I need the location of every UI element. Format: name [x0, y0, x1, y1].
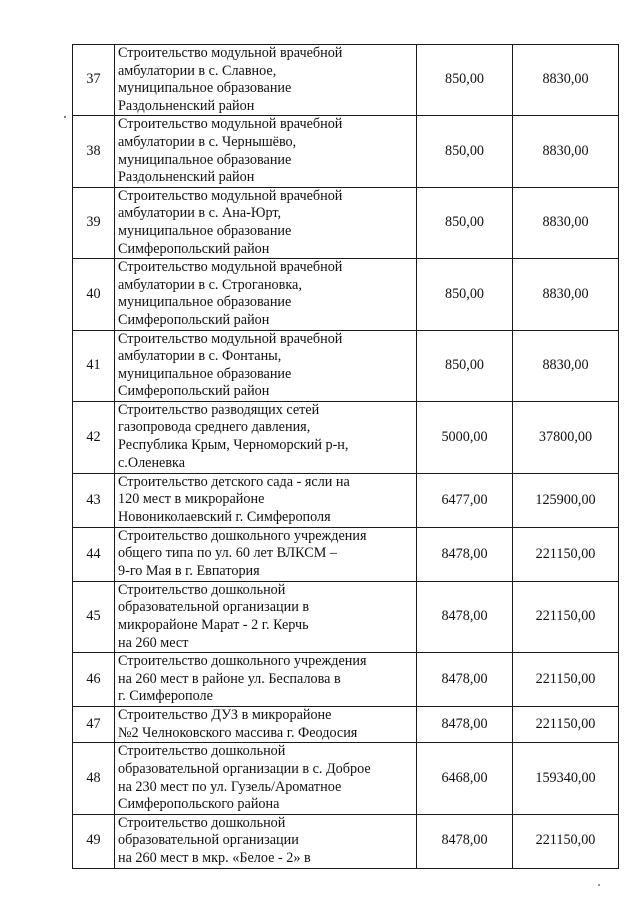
row-value-1: 850,00 [417, 45, 513, 116]
row-value-2: 221150,00 [513, 581, 619, 652]
row-value-2: 37800,00 [513, 401, 619, 473]
table-row [73, 259, 619, 330]
row-value-1: 850,00 [417, 187, 513, 258]
row-value-2: 221150,00 [513, 653, 619, 707]
row-value-2: 125900,00 [513, 473, 619, 527]
row-value-1: 6468,00 [417, 743, 513, 814]
row-value-1: 5000,00 [417, 401, 513, 473]
row-value-1: 8478,00 [417, 581, 513, 652]
table-row [73, 527, 619, 581]
row-number: 37 [73, 45, 115, 116]
row-description: Строительство дошкольной образовательной организации в с. Доброе на 230 мест по ул. Гузель/Ароматное Симферопольского района [115, 743, 417, 814]
row-description: Строительство ДУЗ в микрорайоне №2 Челноковского массива г. Феодосия [115, 707, 417, 743]
table-row [73, 707, 619, 743]
row-number: 43 [73, 473, 115, 527]
row-value-1: 6477,00 [417, 473, 513, 527]
row-value-2: 8830,00 [513, 187, 619, 258]
row-value-1: 850,00 [417, 330, 513, 401]
row-description: Строительство дошкольного учреждения общего типа по ул. 60 лет ВЛКСМ – 9-го Мая в г. Евпатория [115, 527, 417, 581]
table-row [73, 116, 619, 187]
row-number: 39 [73, 187, 115, 258]
table-row [73, 401, 619, 473]
row-description: Строительство дошкольного учреждения на 260 мест в районе ул. Беспалова в г. Симферополе [115, 653, 417, 707]
row-description: Строительство дошкольной образовательной организации в микрорайоне Марат - 2 г. Керчь на 260 мест [115, 581, 417, 652]
row-number: 47 [73, 707, 115, 743]
row-value-2: 8830,00 [513, 116, 619, 187]
row-number: 40 [73, 259, 115, 330]
row-value-1: 8478,00 [417, 527, 513, 581]
row-number: 45 [73, 581, 115, 652]
row-description: Строительство модульной врачебной амбулатории в с. Ана-Юрт, муниципальное образование Симферопольский район [115, 187, 417, 258]
row-value-2: 221150,00 [513, 814, 619, 868]
row-description: Строительство детского сада - ясли на 120 мест в микрорайоне Новониколаевский г. Симферополя [115, 473, 417, 527]
row-number: 49 [73, 814, 115, 868]
row-description: Строительство разводящих сетей газопровода среднего давления, Республика Крым, Черноморский р-н, с.Оленевка [115, 401, 417, 473]
row-value-2: 221150,00 [513, 527, 619, 581]
row-number: 46 [73, 653, 115, 707]
table-row [73, 581, 619, 652]
table-row [73, 743, 619, 814]
row-description: Строительство модульной врачебной амбулатории в с. Фонтаны, муниципальное образование Симферопольский район [115, 330, 417, 401]
row-value-1: 8478,00 [417, 653, 513, 707]
projects-table [72, 44, 619, 869]
row-description: Строительство модульной врачебной амбулатории в с. Строгановка, муниципальное образование Симферопольский район [115, 259, 417, 330]
table-row [73, 330, 619, 401]
row-value-1: 850,00 [417, 116, 513, 187]
row-value-2: 8830,00 [513, 45, 619, 116]
row-number: 41 [73, 330, 115, 401]
table-row [73, 814, 619, 868]
table-row [73, 653, 619, 707]
row-description: Строительство модульной врачебной амбулатории в с. Чернышёво, муниципальное образование Раздольненский район [115, 116, 417, 187]
row-value-1: 8478,00 [417, 814, 513, 868]
row-description: Строительство модульной врачебной амбулатории в с. Славное, муниципальное образование Раздольненский район [115, 45, 417, 116]
row-number: 44 [73, 527, 115, 581]
table-row [73, 473, 619, 527]
table-row [73, 45, 619, 116]
document-page [72, 44, 609, 869]
table-row [73, 187, 619, 258]
row-value-2: 159340,00 [513, 743, 619, 814]
row-number: 48 [73, 743, 115, 814]
row-value-2: 8830,00 [513, 330, 619, 401]
row-value-2: 221150,00 [513, 707, 619, 743]
margin-mark [64, 116, 66, 118]
row-value-1: 850,00 [417, 259, 513, 330]
row-number: 38 [73, 116, 115, 187]
row-value-2: 8830,00 [513, 259, 619, 330]
row-number: 42 [73, 401, 115, 473]
margin-mark [598, 884, 600, 886]
row-description: Строительство дошкольной образовательной организации на 260 мест в мкр. «Белое - 2» в [115, 814, 417, 868]
row-value-1: 8478,00 [417, 707, 513, 743]
